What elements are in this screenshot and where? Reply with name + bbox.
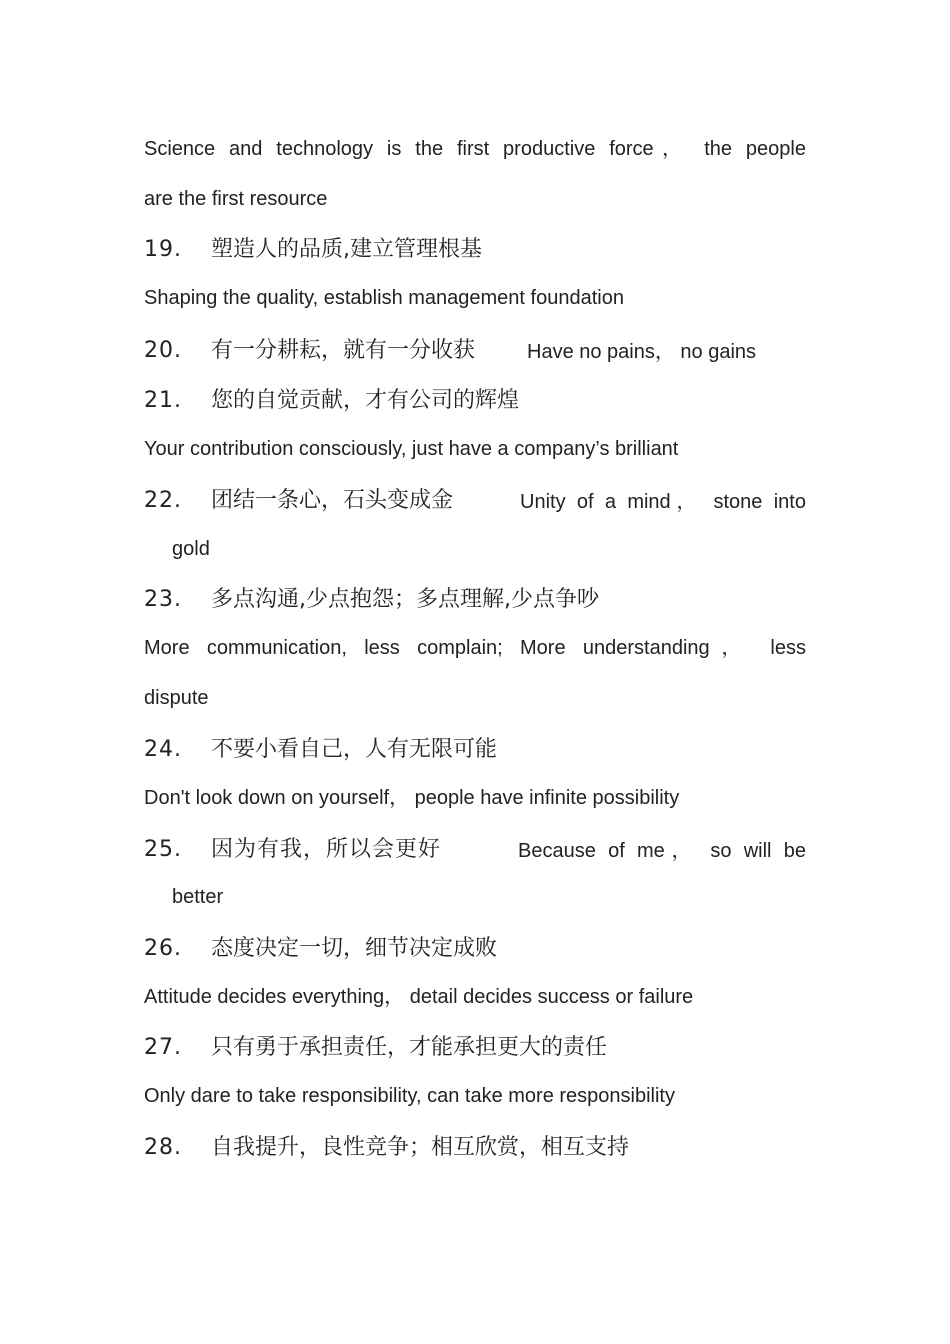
item-number: 28. — [144, 1135, 182, 1160]
slogan-25-english-continued: better — [172, 886, 224, 908]
slogan-22 — [144, 486, 806, 516]
slogan-22-english-continued: gold — [172, 538, 210, 560]
slogan-24 — [144, 735, 806, 765]
inline-english-text: Have no pains， no gains — [527, 341, 757, 363]
inline-english-text: Unity of a mind， stone into — [520, 491, 806, 513]
chinese-text: 因为有我，所以会更好 — [211, 837, 442, 862]
slogan-26 — [144, 934, 806, 964]
item-number: 23. — [144, 587, 182, 612]
chinese-text: 多点沟通,少点抱怨；多点理解,少点争吵 — [211, 587, 599, 612]
chinese-text: 有一分耕耘，就有一分收获 — [211, 338, 476, 363]
slogan-23 — [144, 585, 806, 615]
chinese-text: 塑造人的品质,建立管理根基 — [211, 237, 482, 262]
slogan-27-english: Only dare to take responsibility, can take more responsibility — [144, 1085, 675, 1107]
item-number: 24. — [144, 737, 182, 762]
item-number: 26. — [144, 936, 182, 961]
chinese-text: 只有勇于承担责任，才能承担更大的责任 — [211, 1035, 608, 1060]
chinese-text: 团结一条心，石头变成金 — [211, 488, 454, 513]
slogan-23-english-line-1: More communication, less complain; More understanding， less — [144, 637, 806, 659]
slogan-27 — [144, 1033, 806, 1063]
slogan-21 — [144, 386, 806, 416]
slogan-21-english: Your contribution consciously, just have a company’s brilliant — [144, 438, 679, 460]
slogan-18-english-line-2: are the first resource — [144, 188, 328, 210]
item-number: 21. — [144, 388, 182, 413]
slogan-26-english: Attitude decides everything， detail decides success or failure — [144, 986, 694, 1008]
slogan-28 — [144, 1133, 806, 1163]
item-number: 27. — [144, 1035, 182, 1060]
inline-english-text: Because of me， so will be — [518, 840, 806, 862]
chinese-text: 自我提升，良性竞争；相互欣赏，相互支持 — [211, 1135, 630, 1160]
slogan-19 — [144, 235, 806, 265]
chinese-text: 您的自觉贡献，才有公司的辉煌 — [211, 388, 520, 413]
chinese-text: 不要小看自己，人有无限可能 — [211, 737, 498, 762]
slogan-23-english-line-2: dispute — [144, 687, 209, 709]
slogan-20 — [144, 336, 806, 366]
item-number: 19. — [144, 237, 182, 262]
item-number: 22. — [144, 488, 182, 513]
slogan-19-english: Shaping the quality, establish management foundation — [144, 287, 624, 309]
item-number: 20. — [144, 338, 182, 363]
chinese-text: 态度决定一切，细节决定成败 — [211, 936, 498, 961]
slogan-18-english-line-1: Science and technology is the first productive force， the people — [144, 138, 806, 160]
slogan-24-english: Don't look down on yourself， people have infinite possibility — [144, 787, 680, 809]
item-number: 25. — [144, 837, 182, 862]
slogan-25 — [144, 835, 806, 865]
